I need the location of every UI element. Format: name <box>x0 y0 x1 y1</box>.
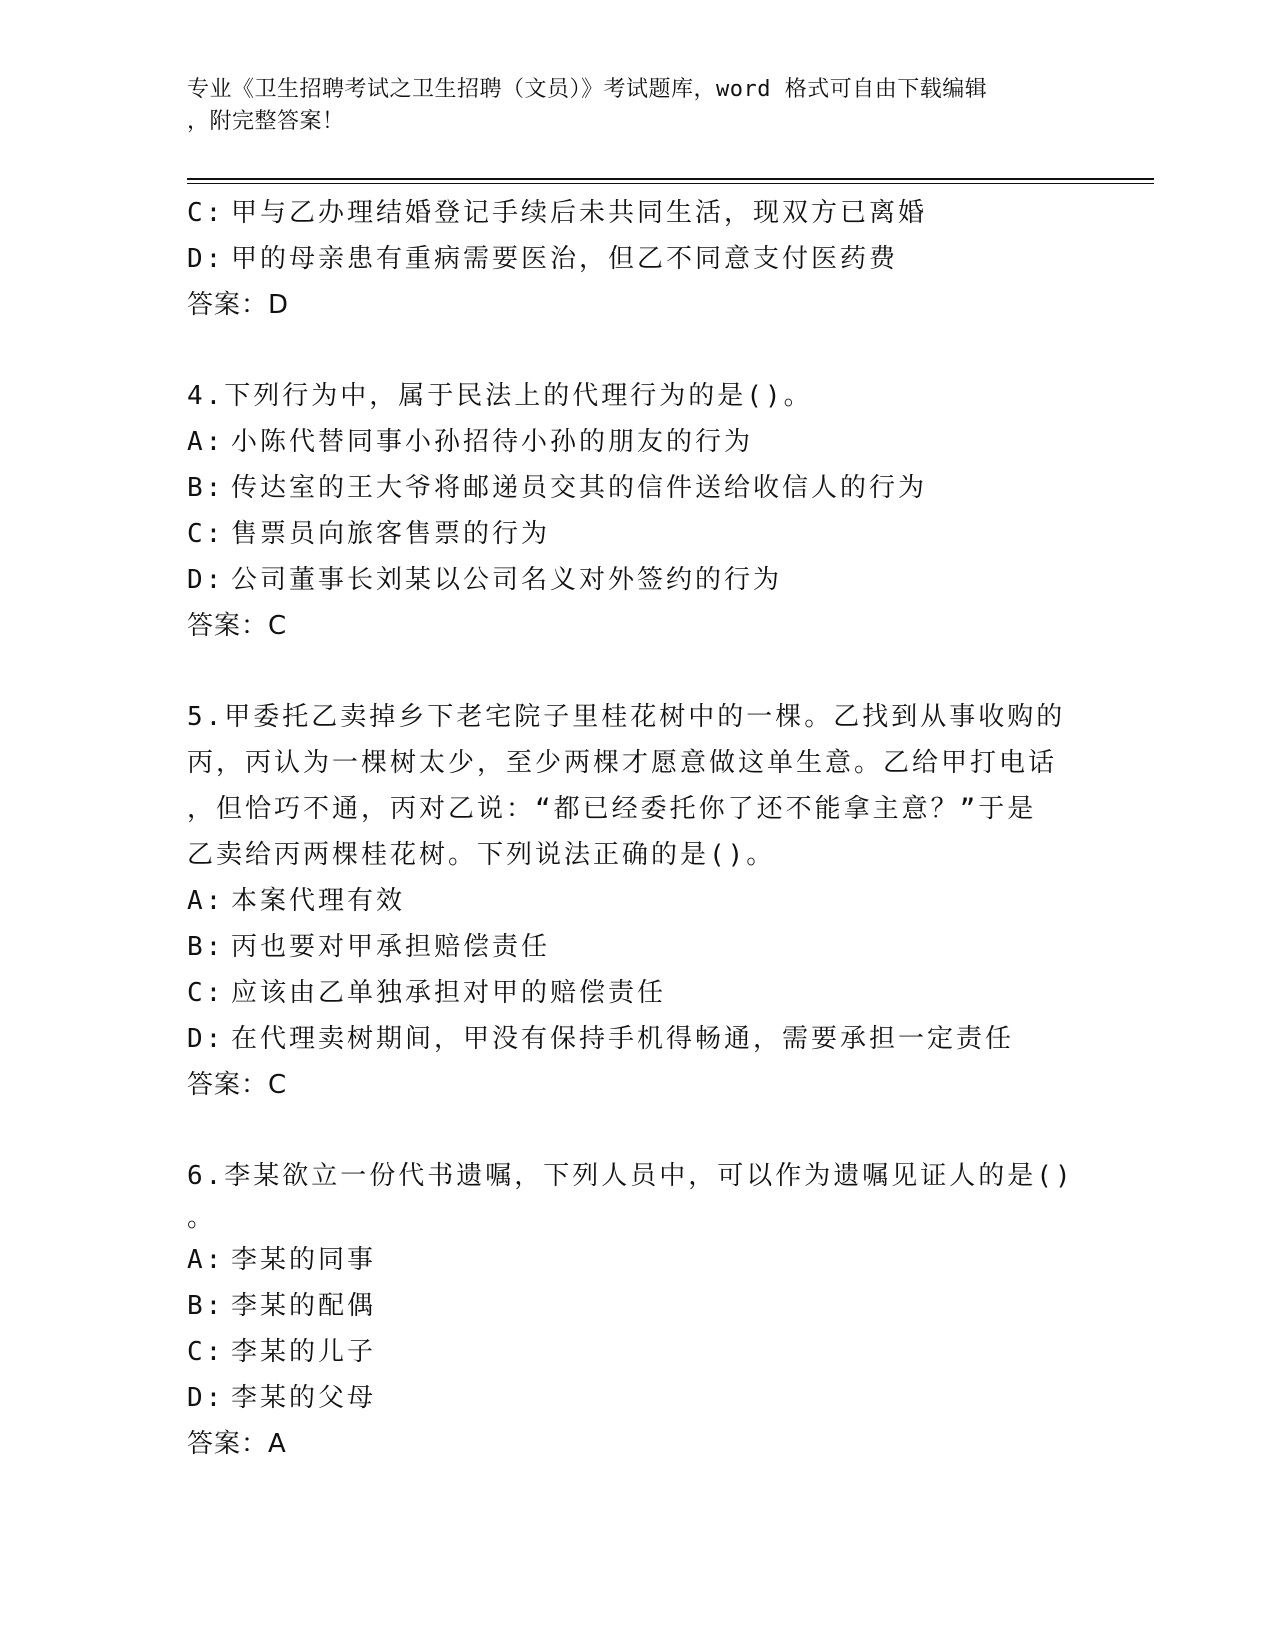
question-text-line: 6.李某欲立一份代书遗嘱，下列人员中，可以作为遗嘱见证人的是() <box>187 1161 1074 1191</box>
option-text: 李某的儿子 <box>231 1337 377 1367</box>
option-a <box>187 1237 1087 1283</box>
option-label: B: <box>187 932 225 962</box>
option-b <box>187 1283 1087 1329</box>
prev-question <box>187 190 1087 328</box>
option-d <box>187 236 1087 282</box>
option-label: C: <box>187 519 225 549</box>
question-5 <box>187 694 1087 1108</box>
option-d <box>187 1375 1087 1421</box>
header-title-line-2: ，附完整答案！ <box>187 109 345 134</box>
option-label: D: <box>187 565 225 595</box>
option-text: 传达室的王大爷将邮递员交其的信件送给收信人的行为 <box>231 473 928 503</box>
option-text: 公司董事长刘某以公司名义对外签约的行为 <box>231 565 783 595</box>
question-text <box>187 373 1067 419</box>
question-4 <box>187 373 1087 649</box>
question-list <box>187 190 1087 1467</box>
option-text: 甲与乙办理结婚登记手续后未共同生活，现双方已离婚 <box>231 198 928 228</box>
question-text <box>187 1153 1074 1237</box>
question-text-line: 。 <box>187 1203 217 1233</box>
question-text-line: 5.甲委托乙卖掉乡下老宅院子里桂花树中的一棵。乙找到从事收购的 <box>187 702 1066 732</box>
question-6 <box>187 1153 1087 1467</box>
option-text: 甲的母亲患有重病需要医治，但乙不同意支付医药费 <box>231 244 899 274</box>
option-label: B: <box>187 473 225 503</box>
answer-line: 答案：A <box>187 1429 287 1459</box>
option-text: 李某的同事 <box>231 1245 377 1275</box>
question-text <box>187 694 1067 878</box>
option-text: 李某的父母 <box>231 1383 377 1413</box>
option-label: B: <box>187 1291 225 1321</box>
option-b <box>187 465 1087 511</box>
option-c <box>187 1329 1087 1375</box>
option-a <box>187 878 1087 924</box>
option-text: 丙也要对甲承担赔偿责任 <box>231 932 551 962</box>
option-label: D: <box>187 1024 225 1054</box>
option-text: 售票员向旅客售票的行为 <box>231 519 551 549</box>
option-text: 本案代理有效 <box>231 886 406 916</box>
question-text-line: 乙卖给丙两棵桂花树。下列说法正确的是()。 <box>187 840 776 870</box>
option-label: A: <box>187 886 225 916</box>
option-d <box>187 1016 1087 1062</box>
header-divider <box>187 178 1154 184</box>
option-c <box>187 511 1087 557</box>
option-b <box>187 924 1087 970</box>
option-text: 在代理卖树期间，甲没有保持手机得畅通，需要承担一定责任 <box>231 1024 1015 1054</box>
question-text-line: 丙，丙认为一棵树太少，至少两棵才愿意做这单生意。乙给甲打电话 <box>187 748 1058 778</box>
option-label: D: <box>187 244 225 274</box>
option-label: D: <box>187 1383 225 1413</box>
option-text: 应该由乙单独承担对甲的赔偿责任 <box>231 978 667 1008</box>
question-text-line: ，但恰巧不通，丙对乙说：“都已经委托你了还不能拿主意？”于是 <box>187 794 1037 824</box>
option-label: A: <box>187 1245 225 1275</box>
option-label: C: <box>187 978 225 1008</box>
option-label: C: <box>187 198 225 228</box>
option-label: C: <box>187 1337 225 1367</box>
option-d <box>187 557 1087 603</box>
option-label: A: <box>187 427 225 457</box>
option-text: 李某的配偶 <box>231 1291 377 1321</box>
header-title-line-1: 专业《卫生招聘考试之卫生招聘（文员）》考试题库，word 格式可自由下载编辑 <box>187 77 988 102</box>
answer-line: 答案：D <box>187 290 290 320</box>
answer-line: 答案：C <box>187 611 288 641</box>
question-text-line: 4.下列行为中，属于民法上的代理行为的是()。 <box>187 381 813 411</box>
option-c <box>187 970 1087 1016</box>
option-c <box>187 190 1087 236</box>
option-a <box>187 419 1087 465</box>
document-header <box>187 74 1067 138</box>
answer-line: 答案：C <box>187 1070 288 1100</box>
option-text: 小陈代替同事小孙招待小孙的朋友的行为 <box>231 427 754 457</box>
